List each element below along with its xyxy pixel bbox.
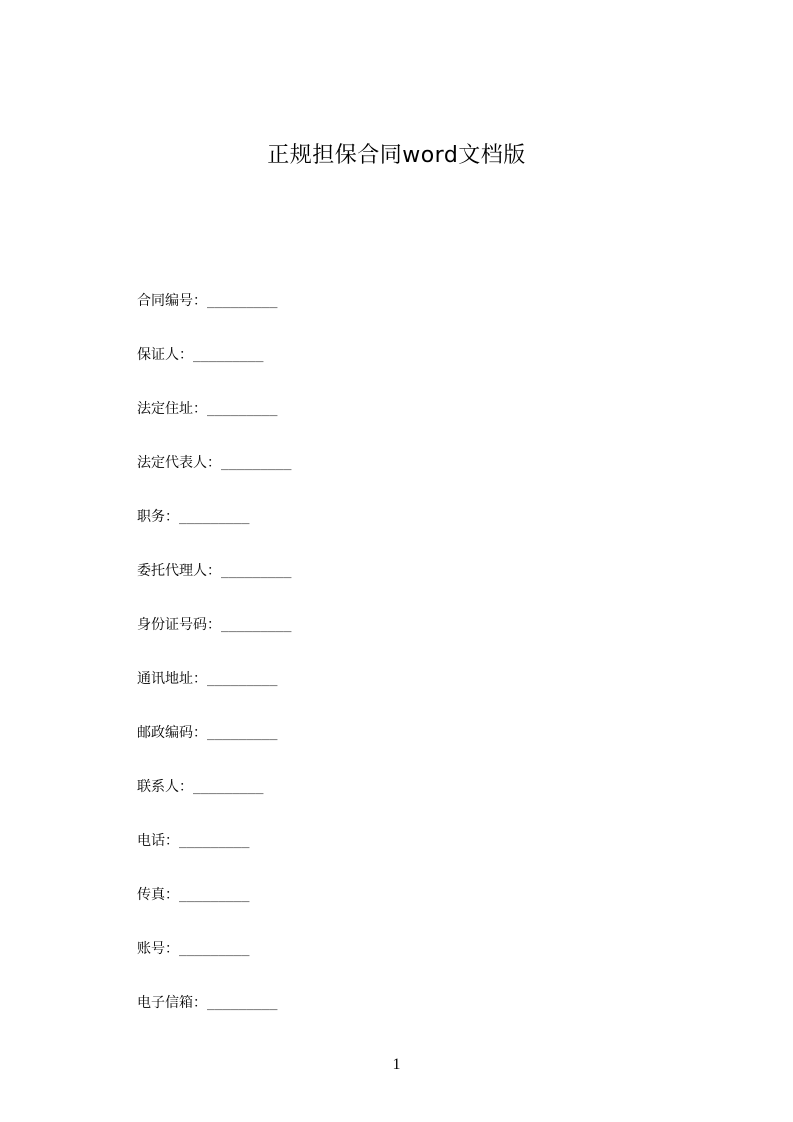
field-label: 电话： (137, 833, 179, 849)
field-label: 身份证号码： (137, 617, 221, 633)
page-number: 1 (392, 1056, 401, 1073)
field-legal-representative (137, 452, 291, 506)
field-label: 法定代表人： (137, 455, 221, 471)
field-label: 账号： (137, 941, 179, 957)
document-title: 正规担保合同word文档版 (267, 143, 526, 168)
field-blank-line: _________ (221, 564, 292, 579)
field-label: 通讯地址： (137, 671, 207, 687)
field-blank-line: _________ (179, 888, 250, 903)
field-blank-line: _________ (179, 834, 250, 849)
field-postal-code (137, 722, 291, 776)
field-blank-line: _________ (207, 402, 278, 417)
field-position (137, 506, 291, 560)
contract-field-list (137, 290, 291, 1046)
field-blank-line: _________ (221, 456, 292, 471)
field-blank-line: _________ (193, 348, 264, 363)
field-label: 合同编号： (137, 293, 207, 309)
field-label: 电子信箱： (137, 995, 207, 1011)
field-label: 传真： (137, 887, 179, 903)
field-blank-line: _________ (179, 942, 250, 957)
field-label: 邮政编码： (137, 725, 207, 741)
field-contact-person (137, 776, 291, 830)
field-label: 委托代理人： (137, 563, 221, 579)
field-id-number (137, 614, 291, 668)
field-label: 联系人： (137, 779, 193, 795)
field-blank-line: _________ (207, 294, 278, 309)
field-blank-line: _________ (221, 618, 292, 633)
field-email (137, 992, 291, 1046)
field-blank-line: _________ (207, 672, 278, 687)
field-label: 法定住址： (137, 401, 207, 417)
field-account-number (137, 938, 291, 992)
field-blank-line: _________ (207, 996, 278, 1011)
field-label: 保证人： (137, 347, 193, 363)
field-mailing-address (137, 668, 291, 722)
field-blank-line: _________ (193, 780, 264, 795)
field-phone (137, 830, 291, 884)
field-contract-number (137, 290, 291, 344)
field-legal-address (137, 398, 291, 452)
field-blank-line: _________ (179, 510, 250, 525)
field-fax (137, 884, 291, 938)
field-label: 职务： (137, 509, 179, 525)
field-authorized-agent (137, 560, 291, 614)
field-blank-line: _________ (207, 726, 278, 741)
field-guarantor (137, 344, 291, 398)
